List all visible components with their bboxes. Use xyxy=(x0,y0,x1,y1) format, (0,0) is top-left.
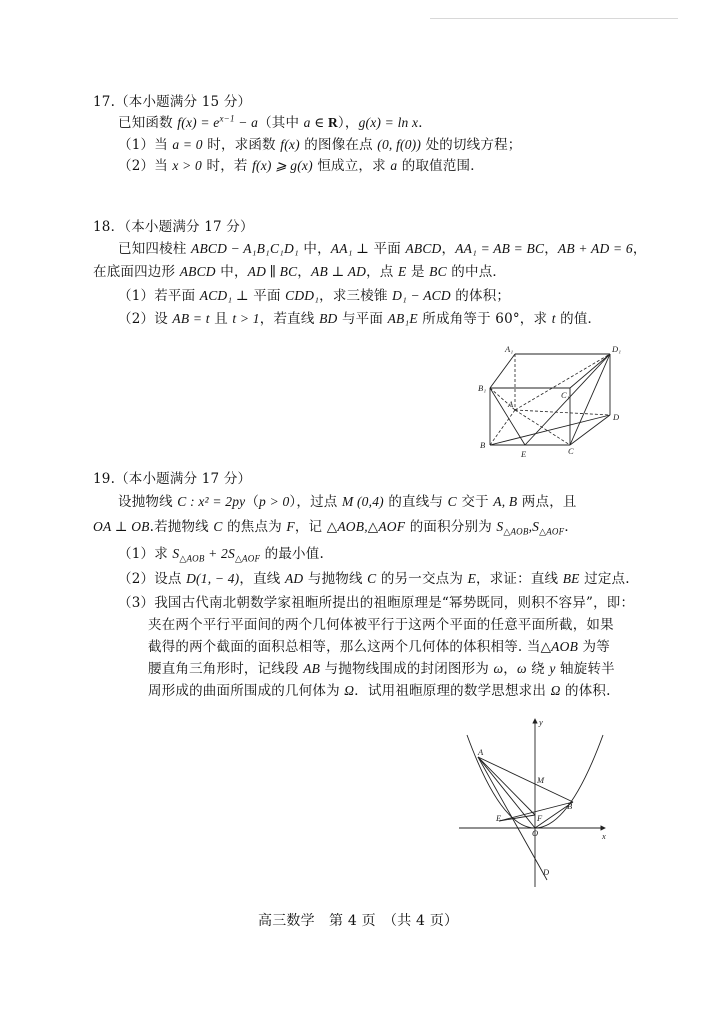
q19-header: 19.（本小题满分 17 分） xyxy=(93,471,252,487)
label-F: F xyxy=(537,813,543,823)
label-y: y xyxy=(539,717,543,727)
q19-part3-line4: 腰直角三角形时，记线段 AB 与抛物线围成的封闭图形为 ω，ω 绕 y 轴旋转半 xyxy=(148,661,615,677)
label-E: E xyxy=(521,449,527,459)
q19-part3-line5: 周形成的曲面所围成的几何体为 Ω．试用祖暅原理的数学思想求出 Ω 的体积. xyxy=(148,683,611,699)
label-A1: A₁ xyxy=(505,344,514,354)
label-C1: C₁ xyxy=(561,390,570,400)
label-B: B xyxy=(567,801,573,811)
q18-header: 18．（本小题满分 17 分） xyxy=(93,219,254,235)
q19-part3-line1: （3）我国古代南北朝数学家祖暅所提出的祖暅原理是“幂势既同，则积不容异”，即： xyxy=(118,595,635,611)
q18-part1: （1）若平面 ACD₁ ⊥ 平面 CDD₁，求三棱锥 D₁ − ACD 的体积； xyxy=(118,288,511,304)
q18-stem-line2: 在底面四边形 ABCD 中，AD ∥ BC，AB ⊥ AD，点 E 是 BC 的中点． xyxy=(93,264,507,280)
q18-part2: （2）设 AB = t 且 t > 1，若直线 BD 与平面 AB₁E 所成角等于 60°，求 t 的值． xyxy=(118,311,602,327)
q18-prism-figure xyxy=(475,340,625,460)
label-M: M xyxy=(537,775,545,785)
header-rule xyxy=(430,18,678,19)
q19-stem-line2: OA ⊥ OB.若抛物线 C 的焦点为 F，记 △AOB,△AOF 的面积分别为 $S_{\triangle AOB},S_{\triangle AOF}$． xyxy=(93,519,579,537)
q18-stem-line1: 已知四棱柱 ABCD − A₁B₁C₁D₁ 中，AA₁ ⊥ 平面 ABCD，AA₁ = AB = BC，AB + AD = 6， xyxy=(118,241,647,257)
label-D1: D₁ xyxy=(612,344,622,354)
page-footer: 高三数学 第 4 页 （共 4 页） xyxy=(258,913,459,929)
q19-parabola-figure xyxy=(455,715,615,890)
q17-part1: （1）当 a = 0 时，求函数 f(x) 的图像在点 (0, f(0)) 处的切线方程； xyxy=(118,137,522,153)
q17-stem: 已知函数 $f(x) = e^{x-1} - a$（其中 a ∈ R），g(x) = ln x． xyxy=(118,113,432,131)
q19-part2: （2）设点 D(1, − 4)，直线 AD 与抛物线 C 的另一交点为 E，求证：直线 BE 过定点. xyxy=(118,571,630,587)
q19-part3-line2: 夹在两个平行平面间的两个几何体被平行于这两个平面的任意平面所截，如果 xyxy=(148,617,614,633)
q19-part3-line3: 截得的两个截面的面积总相等，那么这两个几何体的体积相等. 当△AOB 为等 xyxy=(148,639,610,655)
label-A: A xyxy=(478,747,484,757)
q17-part2: （2）当 x > 0 时，若 f(x) ⩾ g(x) 恒成立，求 a 的取值范围． xyxy=(118,158,484,174)
label-B1: B₁ xyxy=(478,383,487,393)
q19-stem-line1: 设抛物线 C : x² = 2py（p > 0），过点 M (0,4) 的直线与 C 交于 A, B 两点，且 xyxy=(118,494,577,510)
q19-part1: （1）求 $S_{\triangle AOB} + 2S_{\triangle AOF}$ 的最小值. xyxy=(118,546,324,564)
label-B: B xyxy=(480,440,486,450)
q17-header: 17.（本小题满分 15 分） xyxy=(93,94,252,110)
label-O: O xyxy=(532,828,539,838)
label-A: A xyxy=(508,399,514,409)
label-x: x xyxy=(602,831,606,841)
label-D: D xyxy=(613,412,620,422)
label-E: E xyxy=(496,813,502,823)
label-C: C xyxy=(568,446,574,456)
label-D: D xyxy=(543,867,550,877)
